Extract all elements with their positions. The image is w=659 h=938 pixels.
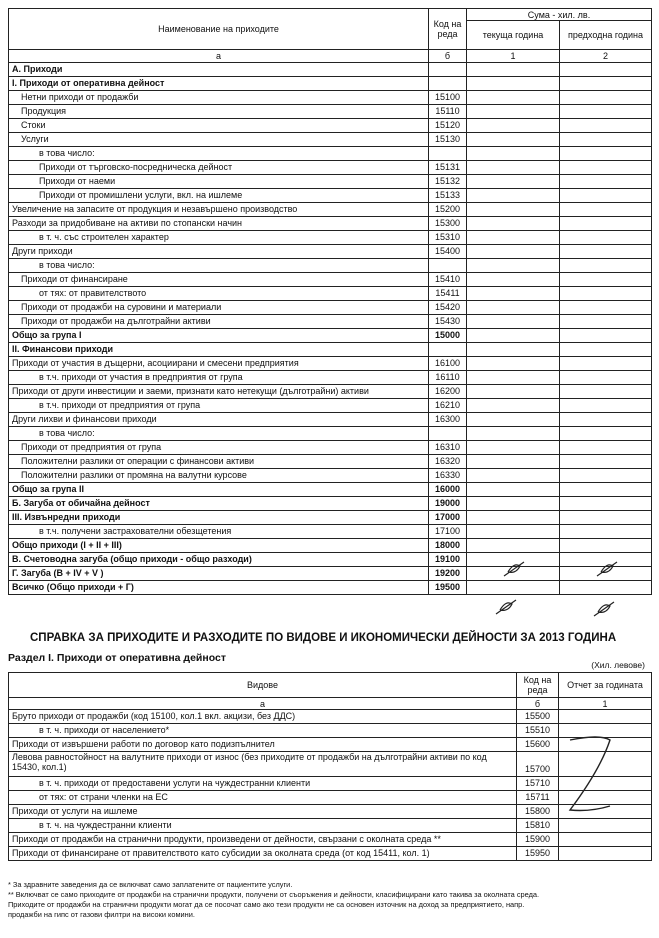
col-label-2: 2 — [560, 50, 652, 63]
row-code: 17100 — [429, 525, 467, 539]
row-label: Разходи за придобиване на активи по стопански начин — [9, 217, 429, 231]
row-code: 15132 — [429, 175, 467, 189]
pen-mark-19500-current — [496, 600, 516, 614]
row-code: 15410 — [429, 273, 467, 287]
row-code: 16100 — [429, 357, 467, 371]
row-label: Приходи от извършени работи по договор като подизпълнител — [9, 738, 517, 752]
row-code: 15130 — [429, 133, 467, 147]
row-label: Положителни разлики от промяна на валутни курсове — [9, 469, 429, 483]
row-label: III. Извънредни приходи — [9, 511, 429, 525]
row-label: Продукция — [9, 105, 429, 119]
row-label: в т. ч. със строителен характер — [9, 231, 429, 245]
row-label: Други приходи — [9, 245, 429, 259]
row-code: 15100 — [429, 91, 467, 105]
row-label: Приходи от промишлени услуги, вкл. на ишлеме — [9, 189, 429, 203]
row-code: 19000 — [429, 497, 467, 511]
col-label-1: 1 — [559, 698, 652, 710]
header-amount: Сума - хил. лв. — [467, 9, 652, 21]
row-code: 15510 — [517, 724, 559, 738]
row-code: 15000 — [429, 329, 467, 343]
row-label: Приходи от търговско-посредническа дейност — [9, 161, 429, 175]
header-code: Код на реда — [429, 9, 467, 50]
row-label: в т. ч. на чуждестранни клиенти — [9, 819, 517, 833]
col-label-a: а — [9, 698, 517, 710]
row-label: в т. ч. приходи от предоставени услуги на чуждестранни клиенти — [9, 777, 517, 791]
row-code: 19100 — [429, 553, 467, 567]
row-label: Приходи от наеми — [9, 175, 429, 189]
row-code: 16000 — [429, 483, 467, 497]
row-label: Нетни приходи от продажби — [9, 91, 429, 105]
row-code: 15950 — [517, 847, 559, 861]
row-code: 15710 — [517, 777, 559, 791]
row-label: II. Финансови приходи — [9, 343, 429, 357]
col-label-b: б — [429, 50, 467, 63]
row-code: 15430 — [429, 315, 467, 329]
header-types: Видове — [9, 673, 517, 698]
col-label-a: а — [9, 50, 429, 63]
row-code: 15400 — [429, 245, 467, 259]
row-label: Други лихви и финансови приходи — [9, 413, 429, 427]
row-code: 15420 — [429, 301, 467, 315]
row-code: 15600 — [517, 738, 559, 752]
row-label: Услуги — [9, 133, 429, 147]
footnote: продажби на гипс от газови филтри на високи комини. — [8, 910, 195, 919]
row-label: Всичко (Общо приходи + Г) — [9, 581, 429, 595]
row-code: 15310 — [429, 231, 467, 245]
row-code: 15700 — [517, 752, 559, 777]
row-code: 15900 — [517, 833, 559, 847]
row-label: Стоки — [9, 119, 429, 133]
row-label: Увеличение на запасите от продукция и незавършено производство — [9, 203, 429, 217]
row-code: 16320 — [429, 455, 467, 469]
row-label: Приходи от услуги на ишлеме — [9, 805, 517, 819]
row-label: в т. ч. приходи от населението* — [9, 724, 517, 738]
row-code: 18000 — [429, 539, 467, 553]
row-label: Приходи от продажби на дълготрайни активи — [9, 315, 429, 329]
row-label: В. Счетоводна загуба (общо приходи - общо разходи) — [9, 553, 429, 567]
row-label: Общо за група I — [9, 329, 429, 343]
pen-mark-18000-previous — [597, 562, 617, 576]
row-code: 16300 — [429, 413, 467, 427]
row-label: Бруто приходи от продажби (код 15100, кол.1 вкл. акцизи, без ДДС) — [9, 710, 517, 724]
row-label: в това число: — [9, 147, 429, 161]
row-label: Г. Загуба (В + IV + V ) — [9, 567, 429, 581]
row-code: 16330 — [429, 469, 467, 483]
section-title: Раздел I. Приходи от оперативна дейност — [8, 652, 226, 664]
row-code: 16200 — [429, 385, 467, 399]
row-label: Приходи от други инвестиции и заеми, признати като нетекущи (дълготрайни) активи — [9, 385, 429, 399]
row-code: 16210 — [429, 399, 467, 413]
row-label: Общо за група II — [9, 483, 429, 497]
pen-mark-19500-previous — [594, 602, 614, 616]
row-label: Приходи от продажби на суровини и материали — [9, 301, 429, 315]
report-title: СПРАВКА ЗА ПРИХОДИТЕ И РАЗХОДИТЕ ПО ВИДОВЕ И ИКОНОМИЧЕСКИ ДЕЙНОСТИ ЗА 2013 ГОДИНА — [30, 632, 617, 644]
row-code: 16310 — [429, 441, 467, 455]
row-label: в т.ч. приходи от предприятия от група — [9, 399, 429, 413]
row-code: 17000 — [429, 511, 467, 525]
row-code: 15800 — [517, 805, 559, 819]
row-label: Приходи от финансиране от правителството като субсидии за околната среда (от код 15411, кол. 1) — [9, 847, 517, 861]
col-label-b: б — [517, 698, 559, 710]
row-code: 15300 — [429, 217, 467, 231]
row-code: 15131 — [429, 161, 467, 175]
header-name: Наименование на приходите — [9, 9, 429, 50]
row-label: Приходи от продажби на странични продукти, произведени от дейности, свързани с околната среда ** — [9, 833, 517, 847]
row-code: 15110 — [429, 105, 467, 119]
row-label: Приходи от участия в дъщерни, асоциирани и смесени предприятия — [9, 357, 429, 371]
row-label: в т.ч. получени застрахователни обезщетения — [9, 525, 429, 539]
col-label-1: 1 — [467, 50, 560, 63]
unit-label: (Хил. левове) — [591, 660, 645, 670]
footnote: ** Включват се само приходите от продажби на странични продукти, получени от съоръжения и дейности, класифицирани като такива за околната среда. — [8, 890, 540, 899]
row-code: 15711 — [517, 791, 559, 805]
row-label: от тях: от страни членки на ЕС — [9, 791, 517, 805]
row-label: в т.ч. приходи от участия в предприятия от група — [9, 371, 429, 385]
row-code: 19200 — [429, 567, 467, 581]
row-label: А. Приходи — [9, 63, 429, 77]
header-previous-year: предходна година — [560, 21, 652, 50]
row-label: I. Приходи от оперативна дейност — [9, 77, 429, 91]
footnote: Приходите от продажби на странични продукти могат да се посочат само ако тези продукти не са основен източник на доход за предприятието, напр. — [8, 900, 525, 909]
row-code: 15411 — [429, 287, 467, 301]
header-code: Код на реда — [517, 673, 559, 698]
header-current-year: текуща година — [467, 21, 560, 50]
row-code: 15120 — [429, 119, 467, 133]
header-report: Отчет за годината — [559, 673, 652, 698]
row-label: Приходи от предприятия от група — [9, 441, 429, 455]
row-code: 19500 — [429, 581, 467, 595]
row-code: 15133 — [429, 189, 467, 203]
row-code: 15500 — [517, 710, 559, 724]
row-label: от тях: от правителството — [9, 287, 429, 301]
row-label: в това число: — [9, 427, 429, 441]
row-label: Б. Загуба от обичайна дейност — [9, 497, 429, 511]
row-label: Приходи от финансиране — [9, 273, 429, 287]
pen-mark-18000-current — [504, 562, 524, 576]
row-code: 15810 — [517, 819, 559, 833]
row-label: Положителни разлики от операции с финансови активи — [9, 455, 429, 469]
row-label: Левова равностойност на валутните приходи от износ (без приходите от продажби на дълготрайни активи по код 15430, кол.1) — [9, 752, 517, 777]
row-code: 16110 — [429, 371, 467, 385]
row-code: 15200 — [429, 203, 467, 217]
row-label: Общо приходи (I + II + III) — [9, 539, 429, 553]
pen-z-mark — [570, 737, 610, 811]
row-label: в това число: — [9, 259, 429, 273]
footnote: * За здравните заведения да се включват само заплатените от пациентите услуги. — [8, 880, 293, 889]
